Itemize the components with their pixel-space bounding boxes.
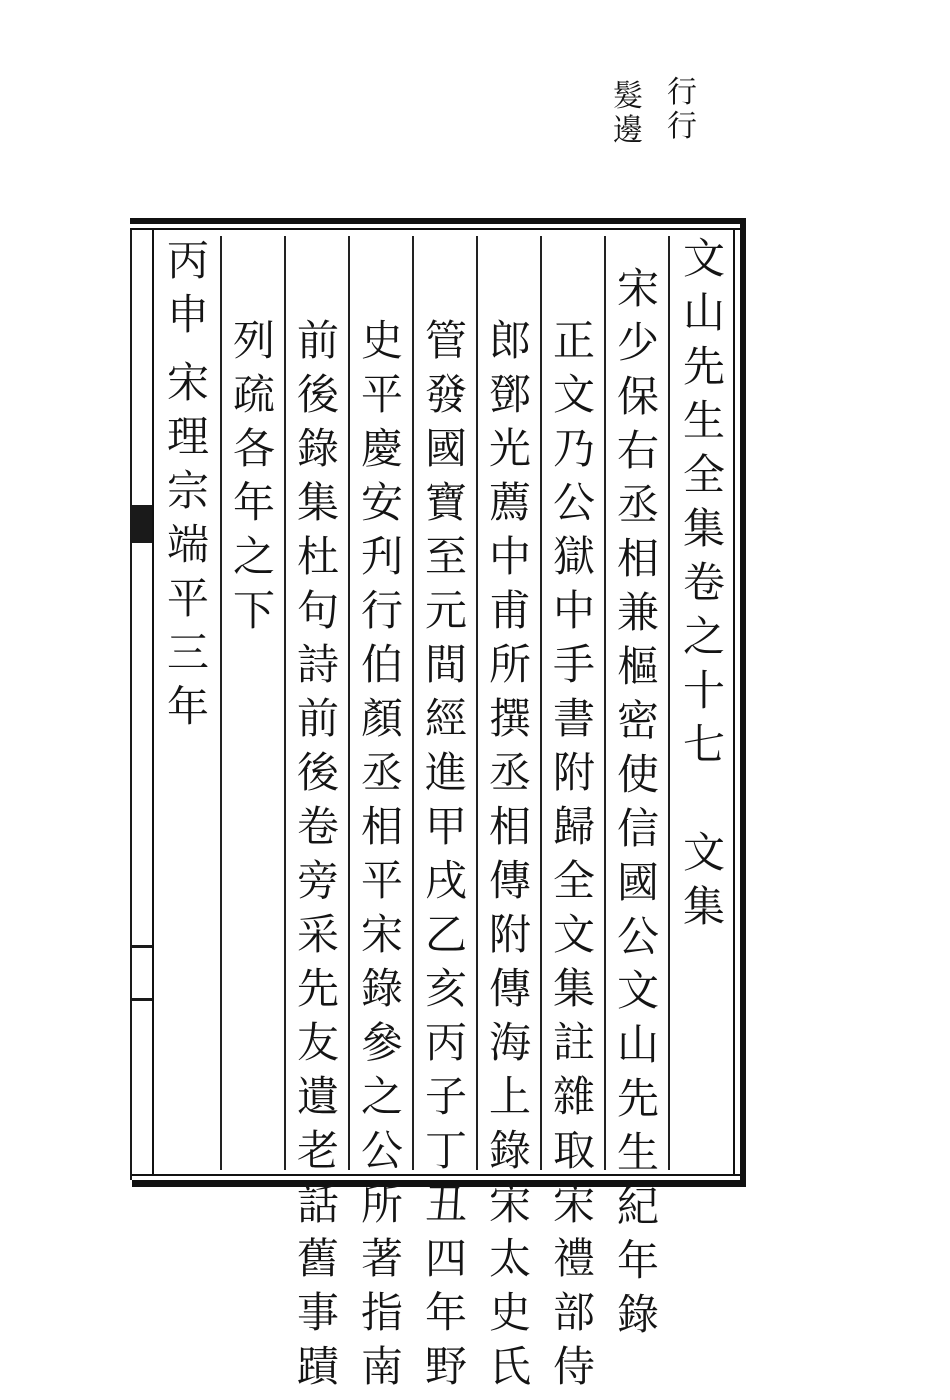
character: 至 — [424, 532, 467, 581]
character: 侍 — [552, 1342, 595, 1391]
character: 生 — [682, 396, 725, 445]
character: 錄 — [296, 424, 339, 473]
character: 十 — [682, 666, 725, 715]
section-label — [676, 828, 732, 940]
character: 之 — [232, 532, 275, 581]
text-column — [226, 316, 282, 644]
chronicle-title — [610, 264, 666, 1348]
text-column — [482, 316, 538, 1400]
character: 正 — [552, 316, 595, 365]
character: 全 — [682, 450, 725, 499]
character: 顏 — [360, 694, 403, 743]
character: 丞 — [616, 480, 659, 529]
character: 傳 — [488, 856, 531, 905]
character: 丙 — [424, 1018, 467, 1067]
character: 鄧 — [488, 370, 531, 419]
character: 部 — [552, 1288, 595, 1337]
character: 錄 — [360, 964, 403, 1013]
character: 各 — [232, 424, 275, 473]
character: 相 — [360, 802, 403, 851]
character: 卷 — [296, 802, 339, 851]
character: 兼 — [616, 588, 659, 637]
text-column — [418, 316, 474, 1400]
character: 右 — [616, 426, 659, 475]
text-column — [290, 316, 346, 1400]
character: 三 — [166, 628, 209, 677]
character: 集 — [682, 882, 725, 931]
character: 密 — [616, 696, 659, 745]
character: 雜 — [552, 1072, 595, 1121]
character: 甲 — [424, 802, 467, 851]
character: 亥 — [424, 964, 467, 1013]
character: 所 — [360, 1180, 403, 1229]
character: 歸 — [552, 802, 595, 851]
character: 安 — [360, 478, 403, 527]
era-name — [160, 358, 216, 740]
character: 友 — [296, 1018, 339, 1067]
text-column — [354, 316, 410, 1400]
character: 野 — [424, 1342, 467, 1391]
character: 宋 — [166, 358, 209, 407]
character: 紀 — [616, 1182, 659, 1231]
character: 杜 — [296, 532, 339, 581]
character: 中 — [488, 532, 531, 581]
character: 公 — [360, 1126, 403, 1175]
character: 文 — [552, 370, 595, 419]
fold-line — [130, 230, 132, 1180]
fold-tick — [130, 945, 152, 948]
character: 丙 — [166, 236, 209, 285]
character: 平 — [360, 370, 403, 419]
character: 山 — [616, 1020, 659, 1069]
frame-top-inner-border — [130, 228, 746, 230]
character: 海 — [488, 1018, 531, 1067]
frame-right-border — [740, 218, 746, 1187]
character: 指 — [360, 1288, 403, 1337]
character: 禮 — [552, 1234, 595, 1283]
character: 郎 — [488, 316, 531, 365]
character: 文 — [682, 234, 725, 283]
character: 所 — [488, 640, 531, 689]
character: 樞 — [616, 642, 659, 691]
character: 生 — [616, 1128, 659, 1177]
character: 相 — [488, 802, 531, 851]
character: 上 — [488, 1072, 531, 1121]
character: 南 — [360, 1342, 403, 1391]
character: 丞 — [360, 748, 403, 797]
character: 子 — [424, 1072, 467, 1121]
column-rule — [284, 236, 286, 1170]
character: 詩 — [296, 640, 339, 689]
character: 舊 — [296, 1234, 339, 1283]
character: 伯 — [360, 640, 403, 689]
character: 集 — [682, 504, 725, 553]
character: 乙 — [424, 910, 467, 959]
character: 山 — [682, 288, 725, 337]
character: 行 — [667, 109, 697, 144]
character: 後 — [296, 370, 339, 419]
character: 話 — [296, 1180, 339, 1229]
character: 公 — [616, 912, 659, 961]
column-rule — [540, 236, 542, 1170]
column-rule — [604, 236, 606, 1170]
character: 列 — [232, 316, 275, 365]
character: 髮 — [613, 79, 643, 114]
column-rule — [668, 236, 670, 1170]
character: 手 — [552, 640, 595, 689]
character: 老 — [296, 1126, 339, 1175]
character: 發 — [424, 370, 467, 419]
character: 全 — [552, 856, 595, 905]
character: 傳 — [488, 964, 531, 1013]
column-rule — [220, 236, 222, 1170]
character: 間 — [424, 640, 467, 689]
character: 氏 — [488, 1342, 531, 1391]
character: 相 — [616, 534, 659, 583]
character: 疏 — [232, 370, 275, 419]
annotation-upper — [662, 75, 702, 146]
year-heading — [160, 236, 216, 348]
character: 先 — [296, 964, 339, 1013]
column-rule — [476, 236, 478, 1170]
character: 文 — [552, 910, 595, 959]
character: 經 — [424, 694, 467, 743]
character: 前 — [296, 694, 339, 743]
character: 前 — [296, 316, 339, 365]
frame-right-inner-border — [733, 228, 735, 1176]
character: 文 — [616, 966, 659, 1015]
column-rule — [412, 236, 414, 1170]
character: 采 — [296, 910, 339, 959]
character: 年 — [232, 478, 275, 527]
character: 進 — [424, 748, 467, 797]
character: 取 — [552, 1126, 595, 1175]
character: 史 — [360, 316, 403, 365]
character: 宗 — [166, 466, 209, 515]
volume-title — [676, 234, 732, 778]
character: 宋 — [488, 1180, 531, 1229]
character: 遺 — [296, 1072, 339, 1121]
character: 後 — [296, 748, 339, 797]
character: 附 — [488, 910, 531, 959]
character: 著 — [360, 1234, 403, 1283]
character: 國 — [424, 424, 467, 473]
character: 丁 — [424, 1126, 467, 1175]
character: 集 — [552, 964, 595, 1013]
character: 註 — [552, 1018, 595, 1067]
character: 丑 — [424, 1180, 467, 1229]
character: 獄 — [552, 532, 595, 581]
character: 使 — [616, 750, 659, 799]
character: 宋 — [552, 1180, 595, 1229]
character: 參 — [360, 1018, 403, 1067]
character: 句 — [296, 586, 339, 635]
character: 集 — [296, 478, 339, 527]
character: 平 — [360, 856, 403, 905]
character: 宋 — [360, 910, 403, 959]
character: 保 — [616, 372, 659, 421]
character: 先 — [616, 1074, 659, 1123]
character: 行 — [667, 75, 697, 110]
text-column — [546, 316, 602, 1400]
character: 管 — [424, 316, 467, 365]
character: 錄 — [488, 1126, 531, 1175]
character: 端 — [166, 520, 209, 569]
character: 史 — [488, 1288, 531, 1337]
fold-fish-tail — [130, 505, 152, 543]
character: 卷 — [682, 558, 725, 607]
character: 戌 — [424, 856, 467, 905]
annotation-lower — [608, 79, 648, 150]
character: 錄 — [616, 1290, 659, 1339]
character: 旁 — [296, 856, 339, 905]
column-rule — [348, 236, 350, 1170]
character: 刋 — [360, 532, 403, 581]
character: 信 — [616, 804, 659, 853]
character: 年 — [166, 682, 209, 731]
character: 下 — [232, 586, 275, 635]
character: 中 — [552, 586, 595, 635]
character: 申 — [166, 290, 209, 339]
character: 行 — [360, 586, 403, 635]
character: 撰 — [488, 694, 531, 743]
character: 蹟 — [296, 1342, 339, 1391]
character: 七 — [682, 720, 725, 769]
character: 太 — [488, 1234, 531, 1283]
character: 先 — [682, 342, 725, 391]
character: 年 — [616, 1236, 659, 1285]
character: 附 — [552, 748, 595, 797]
frame-top-border — [130, 218, 746, 224]
character: 文 — [682, 828, 725, 877]
character: 慶 — [360, 424, 403, 473]
character: 平 — [166, 574, 209, 623]
character: 邊 — [613, 113, 643, 148]
character: 元 — [424, 586, 467, 635]
character: 光 — [488, 424, 531, 473]
character: 年 — [424, 1288, 467, 1337]
character: 事 — [296, 1288, 339, 1337]
character: 書 — [552, 694, 595, 743]
character: 少 — [616, 318, 659, 367]
character: 寶 — [424, 478, 467, 527]
character: 四 — [424, 1234, 467, 1283]
character: 公 — [552, 478, 595, 527]
character: 國 — [616, 858, 659, 907]
character: 乃 — [552, 424, 595, 473]
fold-tick — [130, 998, 152, 1001]
character: 之 — [682, 612, 725, 661]
character: 宋 — [616, 264, 659, 313]
character: 薦 — [488, 478, 531, 527]
character: 之 — [360, 1072, 403, 1121]
character: 理 — [166, 412, 209, 461]
frame-left-border — [152, 230, 154, 1176]
character: 甫 — [488, 586, 531, 635]
character: 丞 — [488, 748, 531, 797]
